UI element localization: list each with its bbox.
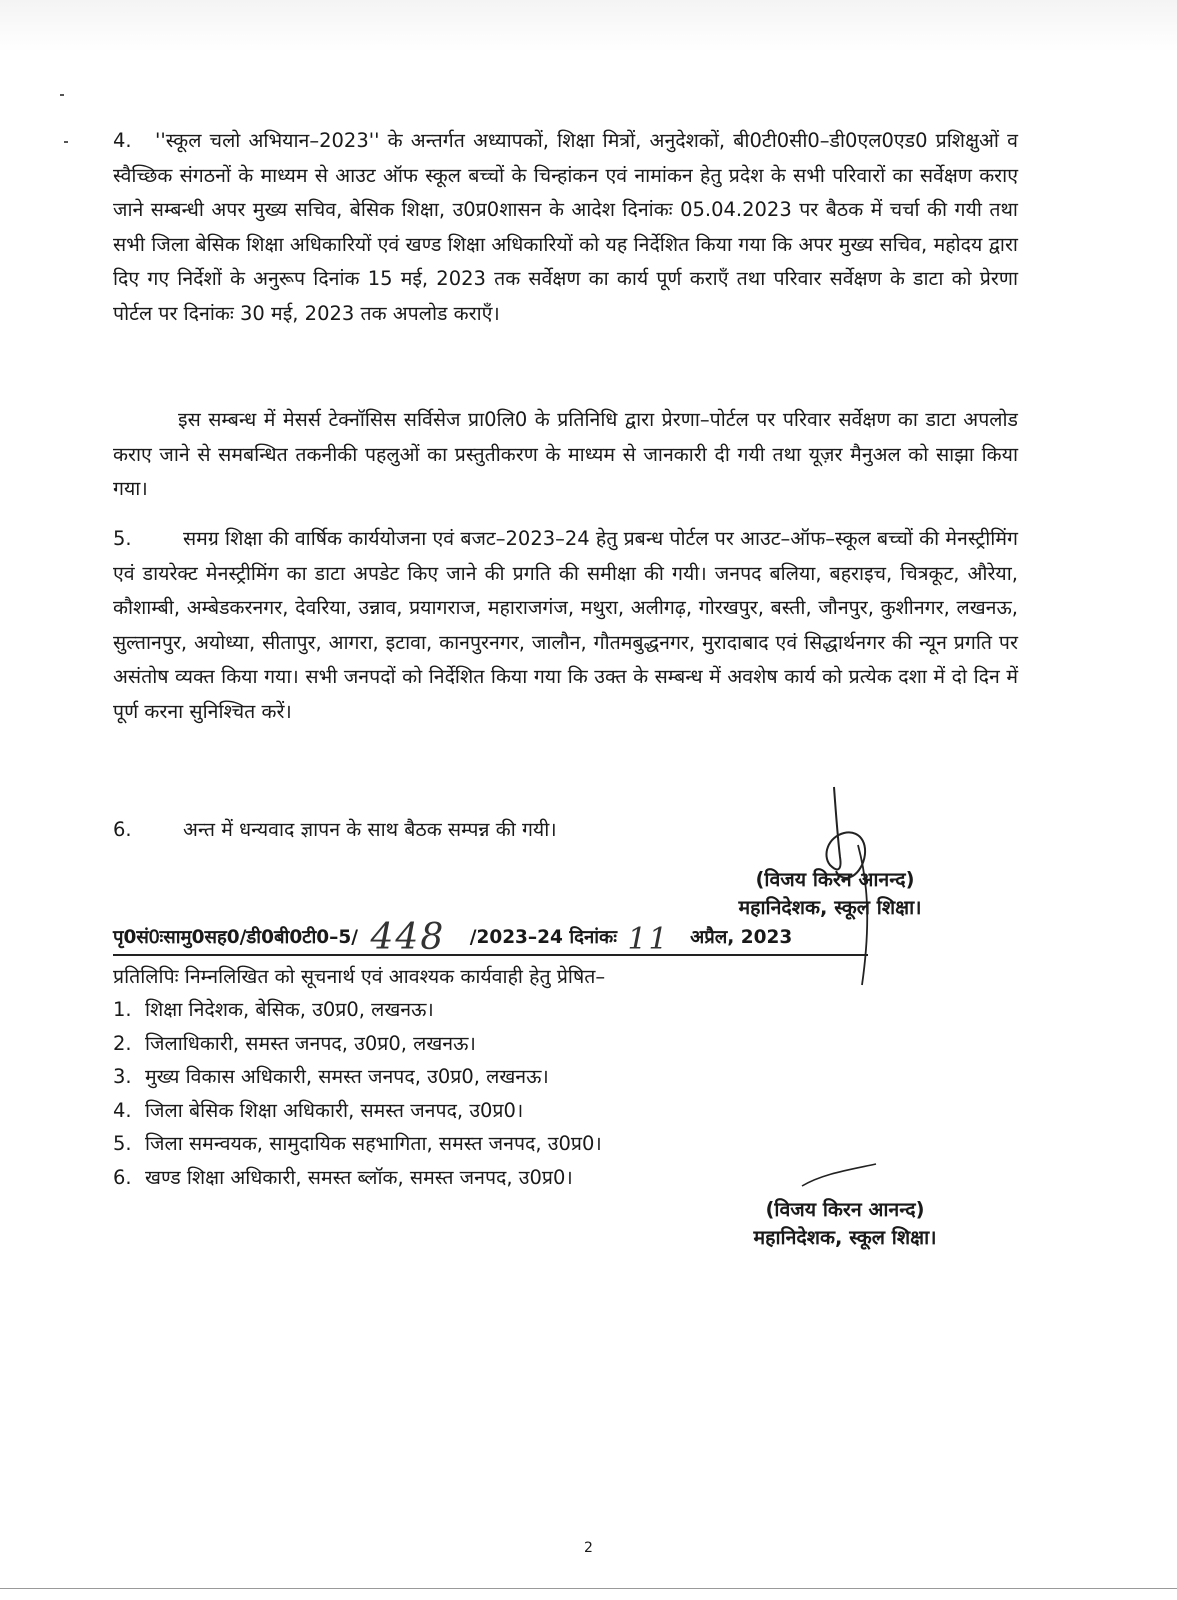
list-item [113, 1127, 913, 1161]
list-number: 1. [113, 998, 132, 1021]
paragraph-text: अन्त में धन्यवाद ज्ञापन के साथ बैठक सम्पन्न की गयी। [183, 818, 557, 841]
paragraph-number: 4. [113, 129, 132, 152]
signature-block-2 [735, 1196, 955, 1252]
list-number: 4. [113, 1098, 132, 1122]
list-text: जिला समन्वयक, सामुदायिक सहभागिता, समस्त जनपद, उ0प्र0। [145, 1132, 602, 1155]
list-number: 6. [113, 1165, 132, 1189]
initial-stroke [800, 1160, 880, 1190]
paragraph-5 [113, 522, 1018, 729]
handwritten-reference-number: 448 [370, 917, 446, 958]
signatory-name: (विजय किरन आनन्द) [755, 868, 915, 891]
reference-line [113, 917, 868, 958]
reference-middle: /2023–24 दिनांकः [469, 927, 617, 948]
reference-date: अप्रैल, 2023 [690, 927, 793, 948]
signature-block-1 [735, 866, 935, 922]
list-item [113, 1094, 913, 1128]
list-number: 2. [113, 1031, 132, 1055]
list-item [113, 993, 913, 1027]
scan-edge-line [0, 1588, 1177, 1589]
margin-mark [60, 94, 64, 96]
paragraph-4 [113, 124, 1018, 331]
paragraph-text: ''स्कूल चलो अभियान–2023'' के अन्तर्गत अध्यापकों, शिक्षा मित्रों, अनुदेशकों, बी0टी0सी0–डी0एल0एड0 प्रशिक्षुओं व स्वैच्छिक संगठनों के माध्यम से आउट ऑफ स्कूल बच्चों के चिन्हांकन एवं नामांकन हेतु प्रदेश के सभी परिवारों का सर्वेक्षण कराए जाने सम्बन्धी अपर मुख्य सचिव, बेसिक शिक्षा, उ0प्र0शासन के आदेश दिनांकः 05.04.2023 पर बैठक में चर्चा की गयी तथा सभी जिला बेसिक शिक्षा अधिकारियों एवं खण्ड शिक्षा अधिकारियों को यह निर्देशित किया गया कि अपर मुख्य सचिव, महोदय द्वारा दिए गए निर्देशों के अनुरूप दिनांक 15 मई, 2023 तक सर्वेक्षण का कार्य पूर्ण कराएँ तथा परिवार सर्वेक्षण के डाटा को प्रेरणा पोर्टल पर दिनांकः 30 मई, 2023 तक अपलोड कराएँ। [113, 129, 1018, 325]
list-item [113, 1161, 913, 1195]
paragraph-number: 5. [113, 527, 132, 550]
copy-list [113, 993, 913, 1194]
list-text: मुख्य विकास अधिकारी, समस्त जनपद, उ0प्र0, लखनऊ। [145, 1065, 549, 1088]
paragraph-4-sub [113, 403, 1018, 507]
handwritten-day: 11 [627, 922, 670, 957]
paragraph-text: इस सम्बन्ध में मेसर्स टेक्नॉसिस सर्विसेज प्रा0लि0 के प्रतिनिधि द्वारा प्रेरणा–पोर्टल पर परिवार सर्वेक्षण का डाटा अपलोड कराए जाने से समबन्धित तकनीकी पहलुओं का प्रस्तुतीकरण के माध्यम से जानकारी दी गयी तथा यूज़र मैनुअल को साझा किया गया। [113, 408, 1018, 500]
list-item [113, 1027, 913, 1061]
list-text: जिलाधिकारी, समस्त जनपद, उ0प्र0, लखनऊ। [145, 1031, 476, 1055]
signatory-name: (विजय किरन आनन्द) [765, 1198, 925, 1221]
scan-shadow [0, 0, 1177, 52]
list-text: खण्ड शिक्षा अधिकारी, समस्त ब्लॉक, समस्त जनपद, उ0प्र0। [145, 1165, 573, 1189]
reference-prefix: पृ0सं0ःसामु0सह0/डी0बी0टी0–5/ [113, 927, 359, 948]
list-text: शिक्षा निदेशक, बेसिक, उ0प्र0, लखनऊ। [145, 998, 434, 1021]
signatory-designation: महानिदेशक, स्कूल शिक्षा। [753, 1226, 937, 1249]
paragraph-text: समग्र शिक्षा की वार्षिक कार्ययोजना एवं बजट–2023–24 हेतु प्रबन्ध पोर्टल पर आउट–ऑफ–स्कूल बच्चों की मेनस्ट्रीमिंग एवं डायरेक्ट मेनस्ट्रीमिंग का डाटा अपडेट किए जाने की प्रगति की समीक्षा की गयी। जनपद बलिया, बहराइच, चित्रकूट, औरेया, कौशाम्बी, अम्बेडकरनगर, देवरिया, उन्नाव, प्रयागराज, महाराजगंज, मथुरा, अलीगढ़, गोरखपुर, बस्ती, जौनपुर, कुशीनगर, लखनऊ, सुल्तानपुर, अयोध्या, सीतापुर, आगरा, इटावा, कानपुरनगर, जालौन, गौतमबुद्धनगर, मुरादाबाद एवं सिद्धार्थनगर की न्यून प्रगति पर असंतोष व्यक्त किया गया। सभी जनपदों को निर्देशित किया गया कि उक्त के सम्बन्ध में अवशेष कार्य को प्रत्येक दशा में दो दिन में पूर्ण करना सुनिश्चित करें। [113, 527, 1018, 723]
signatory-designation: महानिदेशक, स्कूल शिक्षा। [738, 896, 922, 919]
list-number: 3. [113, 1065, 132, 1088]
list-number: 5. [113, 1132, 132, 1155]
margin-mark [64, 141, 68, 143]
list-item [113, 1060, 913, 1094]
list-text: जिला बेसिक शिक्षा अधिकारी, समस्त जनपद, उ0प्र0। [145, 1098, 524, 1122]
copy-to-intro: प्रतिलिपिः निम्नलिखित को सूचनार्थ एवं आवश्यक कार्यवाही हेतु प्रेषित– [113, 965, 606, 988]
page-number: 2 [584, 1540, 593, 1556]
paragraph-number: 6. [113, 818, 132, 841]
